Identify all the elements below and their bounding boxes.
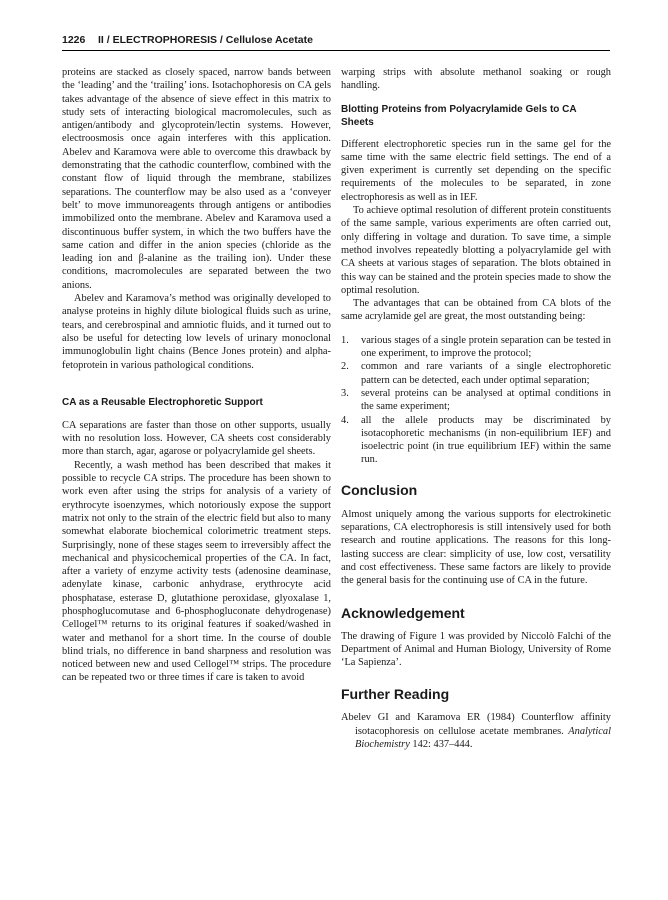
header-rule <box>62 50 610 51</box>
paragraph-advantages: The advantages that can be obtained from CA blots of the same acrylamide gel are great, the most outstanding being: <box>341 298 611 323</box>
page-number: 1226 <box>62 34 86 46</box>
paragraph-isotachophoresis: proteins are stacked as closely spaced, narrow bands between the ‘leading’ and the ‘trailing’ ions. Isotachophoresis on CA gels takes advantage of the absence of sieve effect in this matrix to study sets of interacting biological macromolecules, such as antigen/antibody and glycoprotein/lectin systems. However, electroosmosis once again interferes with this application. Abelev and Karamova were able to overcome this drawback by demonstrating that the cathodic counterflow, combined with the constant flow of liquid through the membrane, stabilizes separations. The counterflow may be also used as a ‘conveyer belt’ to move immunoreagents through antigens or antibodies immobilized onto the membrane. Abelev and Karamova used a discontinuous buffer system, in which the two buffers have the same cation and differ in the anion species (chloride as the leading ion and β-alanine as the trailing ion). Under these conditions, macromolecules are separated between the two anions. <box>62 67 331 291</box>
heading-reusable-support: CA as a Reusable Electrophoretic Support <box>62 396 263 408</box>
paragraph-electrophoretic-species: Different electrophoretic species run in the same gel for the same time with the same electric field settings. The end of a given experiment is currently set depending on the specific requirements of the molecules to be separated, in zone electrophoresis as well as in IEF. <box>341 138 611 203</box>
heading-blotting: Blotting Proteins from Polyacrylamide Gels to CA Sheets <box>341 103 577 128</box>
paragraph-continued: warping strips with absolute methanol soaking or rough handling. <box>341 67 611 92</box>
heading-conclusion: Conclusion <box>341 481 418 498</box>
reference-journal: Analytical Biochemistry <box>355 725 611 750</box>
running-header <box>62 32 610 48</box>
list-item: 1. various stages of a single protein separation can be tested in one experiment, to improve the protocol; <box>341 334 611 360</box>
paragraph-optimal-resolution: To achieve optimal resolution of different protein constituents of the same sample, various experiments are often carried out, only differing in voltage and duration. To save time, a simple method involves repeatedly blotting a polyacrylamide gel with CA sheets at various stages of separation. The blots obtained in this way can be stained and the protein species made to show the optimal resolution. <box>341 205 611 296</box>
reference-abelev-1984: Abelev GI and Karamova ER (1984) Counterflow affinity isotacophoresis on cellulose acetate membranes. Analytical Biochemistry 142: 437–444. <box>341 712 611 750</box>
list-item: 2. common and rare variants of a single electrophoretic pattern can be detected, each under optimal separation; <box>341 361 611 386</box>
right-column <box>341 66 611 751</box>
left-column <box>62 66 331 685</box>
heading-further-reading: Further Reading <box>341 686 450 703</box>
advantages-list <box>341 334 611 467</box>
paragraph-conclusion: Almost uniquely among the various supports for electrokinetic separations, CA electrophoresis is still intensively used for both research and routine applications. The reasons for this long-lasting success are clear: simplicity of use, low cost, versatility and cost effectiveness. These same factors are likely to provide the general basis for the continuing use of CA in the future. <box>341 508 611 587</box>
paragraph-ca-cost: CA separations are faster than those on other supports, usually with no resolution loss. However, CA sheets cost considerably more than starch, agar, agarose or polyacrylamide gel sheets. <box>62 419 331 458</box>
paragraph-abelev-method: Abelev and Karamova’s method was originally developed to analyse proteins in highly dilute biological fluids such as urine, tears, and cerebrospinal and amniotic fluids, and it turned out to also be useful for detecting low levels of urinary monoclonal immunoglobulin light chains (Bence Jones protein) and alpha-fetoprotein in various pathological conditions. <box>62 293 331 371</box>
paragraph-acknowledgement: The drawing of Figure 1 was provided by Niccolò Falchi of the Department of Animal and Human Biology, University of Rome ‘La Sapienza’. <box>341 630 611 669</box>
list-item: 3. several proteins can be analysed at optimal conditions in the same experiment; <box>341 387 611 413</box>
paragraph-wash-method: Recently, a wash method has been described that makes it possible to recycle CA strips. The procedure has been shown to work even after using the strips for analysis of a variety of erythrocyte isoenzymes, which notoriously expose the support matrix not only to the strain of the electric field but also to many somewhat elaborate biochemical colorimetric treatment steps. Surprisingly, none of these stages seem to irreversibly affect the mechanical and physicochemical properties of the CA. In fact, after a variety of enzyme activity tests (adenosine deaminase, adenylate kinase, carbonic anhydrase, erythrocyte acid phosphatase, esterase D, glutathione peroxidase, glyoxalase 1, phosphoglucomutase and 6-phosphogluconate dehydrogenase) Cellogel™ returns to its original features if soaked/washed in water and methanol for a short time. In the course of double blind trials, no difference in band sharpness and resolution was noticed between new and used Cellogel™ strips. The procedure can be repeated two or three times if care is taken to avoid <box>62 459 331 684</box>
running-title: II / ELECTROPHORESIS / Cellulose Acetate <box>98 34 313 46</box>
heading-acknowledgement: Acknowledgement <box>341 604 465 621</box>
list-item: 4. all the allele products may be discriminated by isotacophoretic mechanisms (in non-equilibrium IEF) and isoelectric point (in true equilibrium IEF) within the same run. <box>341 414 611 466</box>
